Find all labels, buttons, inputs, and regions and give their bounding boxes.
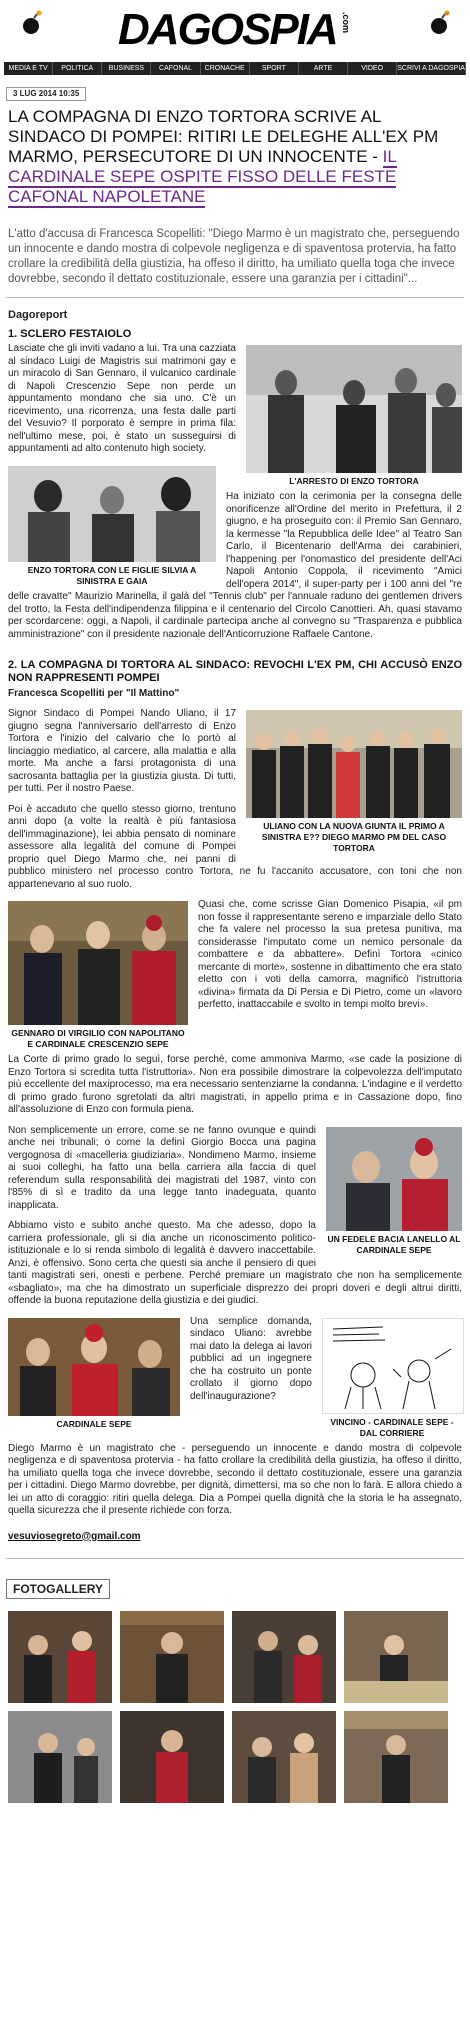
section-1-paragraph-1: Lasciate che gli inviti vadano a lui. Tra una cazziata al sindaco Luigi de Magistris sui matrimoni gay e un miracolo di San Gennaro, il vulcanico cardinale di Napoli Crescenzio Sepe non perde un appuntamento mondano che sia uno. C'è un ricevimento, una ricorrenza, una festa dalle parti del Vesuvio? Il porporato è sempre in prima fila: nell'ultimo mese, poi, è stato un susseguirsi di appuntamenti ad alto contenuto high society. xyxy=(8,343,236,454)
gallery-thumbnail[interactable] xyxy=(232,1711,336,1803)
title-highlight-link[interactable]: IL CARDINALE SEPE OSPITE FISSO DELLE FESTE CAFONAL NAPOLETANE xyxy=(8,147,397,206)
nav-item-media-tv[interactable]: MEDIA E TV xyxy=(4,62,53,75)
article-summary: L'atto d'accusa di Francesca Scopelliti: "Diego Marmo è un magistrato che, perseguendo un innocente e dando mostra di colpevole negligenza e di spaventosa protervia, ha fatto crollare la credibilità della giustizia, ha offeso il diritto, ha umiliato quella toga che invece dovrebbe, secondo il dettato costituzionale, essere una garanzia per i cittadini"... xyxy=(8,228,460,285)
photo-image xyxy=(326,1127,462,1231)
byline: Dagoreport xyxy=(8,309,68,321)
nav-item-scrivi[interactable]: SCRIVI A DAGOSPIA xyxy=(397,62,466,75)
nav-item-politica[interactable]: POLITICA xyxy=(53,62,102,75)
section-2-title: 2. LA COMPAGNA DI TORTORA AL SINDACO: REVOCHI L'EX PM, CHI ACCUSÒ ENZO NON RAPPRESENTI POMPEI xyxy=(8,659,462,684)
nav-item-business[interactable]: BUSINESS xyxy=(102,62,151,75)
logo-suffix: .com xyxy=(341,12,351,34)
divider xyxy=(6,297,464,298)
fotogallery-header[interactable]: FOTOGALLERY xyxy=(6,1579,110,1599)
site-header xyxy=(0,0,470,62)
section-2-paragraph-1: Signor Sindaco di Pompei Nando Uliano, il 17 giugno segna l'anniversario dell'arresto di Enzo Tortora e l'inizio del calvario che lo portò al linciaggio mediatico, al carcere, alla malattia e alla morte. Ma anche a farsi protagonista di una sacrosanta battaglia per la giustizia giusta. Di tutti, per tutti. Per il nostro Paese. xyxy=(8,708,236,794)
divider xyxy=(6,1558,464,1559)
photo-tortora-figlie[interactable] xyxy=(8,466,216,562)
cartoon-image xyxy=(323,1319,463,1413)
figure-vincino xyxy=(322,1318,462,1439)
gallery-thumbnail[interactable] xyxy=(8,1611,112,1703)
section-2-paragraph-7: Una semplice domanda, sindaco Uliano: avrebbe mai dato la delega ai lavori pubblici ad un ingegnere che ha costruito un ponte crollato il giorno dopo dell'inaugurazione? xyxy=(190,1315,312,1402)
section-2-paragraph-3: Quasi che, come scrisse Gian Domenico Pisapia, «il pm non fosse il rappresentante sereno e imparziale dello Stato che fa valere nel processo la sua pretesa punitiva, ma considerasse l'imputato come un nemico personale da combattere e da abbattere». Definì Tortora «cinico mercante di morte», sostenne in dibattimento che era stato eletto con i voti della camorra, magnificò l'istruttoria «divina» firmata da Di Persia e Di Pietro, come un «lavoro perfetto, inattaccabile e svolto in tempi molto brevi». xyxy=(198,899,462,1010)
bomb-icon xyxy=(20,10,42,36)
photo-image xyxy=(8,466,216,562)
figure-di-virgilio xyxy=(8,901,188,1050)
article-title xyxy=(8,107,462,207)
photo-image xyxy=(246,345,462,473)
cartoon-vincino[interactable] xyxy=(322,1318,464,1414)
gallery-thumbnail[interactable] xyxy=(8,1711,112,1803)
figure-uliano-giunta xyxy=(246,710,462,854)
section-1-paragraph-2: Ha iniziato con la cerimonia per la consegna delle onorificenze all'Ordine del merito in Prefettura, il 2 giugno, e ha proseguito con: il Premio San Gennaro, la kermesse "la Repubblica delle Idee" al Teatro San Carlo, il Bicentenario dell'Arma dei carabinieri, l'happening per l'onomastico del presidente dell'Aci Napoli Antonio Coppola, il ricevimento "Amici dell'opera 2014", il super-party per i 100 anni del "re delle cravatte" Maurizio Marinella, il galà del "Tennis club" per l'annuale raduno dei gentlemen drivers del trotto, la Festa dell'indipendenza filippina e il centenario del Circolo Canottieri. Ah, quasi stavamo per scordarcene: oggi, a Napoli, il cardinale partecipa anche al convegno su "Trasparenza e pubblica amministrazione" con il presidente nazionale dell'Anticorruzione Raffaele Cantone. xyxy=(8,491,462,640)
section-2-paragraph-4: La Corte di primo grado lo seguì, forse perché, come ammoniva Marmo, «se cade la posizione di Enzo Tortora si scredita tutta l'istruttoria». Non era possibile dimostrare la colpevolezza dell'imputato più eccellente del maxiprocesso, ma era necessario sentenziarne la condanna. L'indagine e il verdetto di primo grado furono sgretolati da altri magistrati, in appello prima e in Cassazione dopo, fino all'assoluzione di Enzo con formula piena. xyxy=(8,1054,462,1115)
site-logo[interactable] xyxy=(118,6,352,54)
bomb-icon xyxy=(428,10,450,36)
gallery-thumbnail[interactable] xyxy=(344,1611,448,1703)
gallery-thumbnail[interactable] xyxy=(344,1711,448,1803)
logo-text: DAGOSPIA xyxy=(118,5,337,54)
gallery-thumbnail[interactable] xyxy=(232,1611,336,1703)
section-2-paragraph-8: Diego Marmo è un magistrato che - perseguendo un innocente e dando mostra di colpevole negligenza e di spaventosa protervia - ha fatto crollare la credibilità della giustizia, ha offeso il diritto, ha umiliato quella toga che invece dovrebbe, secondo il dettato costituzionale, essere una garanzia per i cittadini. Diego Marmo dovrebbe, per dignità, dimettersi, ma so che non lo farà. E allora chiedo a lei un atto di coraggio: ritiri quella delega. Dia a Pompei quella dignità che la storia le ha assegnato, quella sicurezza che il presente richiede con forza. xyxy=(8,1442,462,1516)
photo-uliano-giunta[interactable] xyxy=(246,710,462,818)
photo-gallery xyxy=(8,1611,470,1803)
gallery-thumbnail[interactable] xyxy=(120,1711,224,1803)
section-2-subtitle: Francesca Scopelliti per "Il Mattino" xyxy=(8,688,180,699)
title-main: LA COMPAGNA DI ENZO TORTORA SCRIVE AL SINDACO DI POMPEI: RITIRI LE DELEGHE ALL'EX PM MARMO, PERSECUTORE DI UN INNOCENTE - xyxy=(8,107,439,166)
caption-fedele-anello: UN FEDELE BACIA LANELLO AL CARDINALE SEPE xyxy=(327,1233,461,1255)
gallery-thumbnail[interactable] xyxy=(120,1611,224,1703)
section-1-title: 1. SCLERO FESTAIOLO xyxy=(8,328,132,340)
photo-image xyxy=(8,901,188,1025)
nav-item-cafonal[interactable]: CAFONAL xyxy=(151,62,200,75)
caption-uliano-giunta: ULIANO CON LA NUOVA GIUNTA IL PRIMO A SINISTRA E?? DIEGO MARMO PM DEL CASO TORTORA xyxy=(261,821,447,853)
photo-image xyxy=(8,1318,180,1416)
article-body xyxy=(8,308,462,1544)
caption-cardinale-sepe: CARDINALE SEPE xyxy=(56,1418,132,1429)
photo-fedele-anello[interactable] xyxy=(326,1127,462,1231)
nav-item-sport[interactable]: SPORT xyxy=(250,62,299,75)
nav-item-arte[interactable]: ARTE xyxy=(299,62,348,75)
contact-email-link[interactable]: vesuviosegreto@gmail.com xyxy=(8,1530,141,1542)
caption-vincino: VINCINO - CARDINALE SEPE - DAL CORRIERE xyxy=(330,1416,454,1438)
nav-item-cronache[interactable]: CRONACHE xyxy=(201,62,250,75)
figure-tortora-figlie xyxy=(8,466,216,587)
main-nav xyxy=(4,62,466,75)
section-2-paragraph-6: Abbiamo visto e subito anche questo. Ma che adesso, dopo la carriera professionale, gli si dia anche un riconoscimento politico-istituzionale e lo si renda simbolo di legalità è davvero inaccettabile. Anzi, è offensivo. Sono certa che questi sia anche il pensiero di quei tanti magistrati seri, onesti e perbene. Perché premiare un magistrato che non ha semplicemente «sbagliato», ma che ha dimostrato un superficiale disprezzo dei propri doveri e degli altrui diritti, offende la buona reputazione della giustizia e dei giudici. xyxy=(8,1220,462,1306)
section-2-paragraph-2: Poi è accaduto che quello stesso giorno, trentuno anni dopo (a volte la realtà è più fantasiosa dell'immaginazione), lei abbia pensato di nominare assessore alla legalità del comune di Pompei proprio quel Diego Marmo che, nei panni di pubblico ministero nel processo contro Tortora, ne fu l'accanito accusatore, con toni che non appartenevano al suo ruolo. xyxy=(8,803,462,890)
figure-arresto-tortora xyxy=(246,345,462,487)
caption-tortora-figlie: ENZO TORTORA CON LE FIGLIE SILVIA A SINISTRA E GAIA xyxy=(27,564,197,586)
caption-di-virgilio: GENNARO DI VIRGILIO CON NAPOLITANO E CARDINALE CRESCENZIO SEPE xyxy=(11,1028,185,1049)
figure-cardinale-sepe xyxy=(8,1318,180,1430)
photo-cardinale-sepe[interactable] xyxy=(8,1318,180,1416)
caption-arresto: L'ARRESTO DI ENZO TORTORA xyxy=(289,476,419,486)
nav-item-video[interactable]: VIDEO xyxy=(348,62,397,75)
photo-image xyxy=(246,710,462,818)
article-date: 3 LUG 2014 10:35 xyxy=(6,87,86,101)
photo-di-virgilio[interactable] xyxy=(8,901,188,1025)
photo-arresto[interactable] xyxy=(246,345,462,473)
section-2-paragraph-5: Non semplicemente un errore, come se ne fanno ovunque e quindi anche nei tribunali; o come la definì Giorgio Bocca una pagina vergognosa di «macelleria giudiziaria». Nondimeno Marmo, insieme ai suoi colleghi, ha fatto una bella carriera alla faccia di quel referendum sulla responsabilità dei magistrati del 1987, vinto con l'85% di sì e tradito da una legge tanto inadeguata, quanto inapplicata. xyxy=(8,1124,316,1211)
figure-fedele-anello xyxy=(326,1127,462,1256)
